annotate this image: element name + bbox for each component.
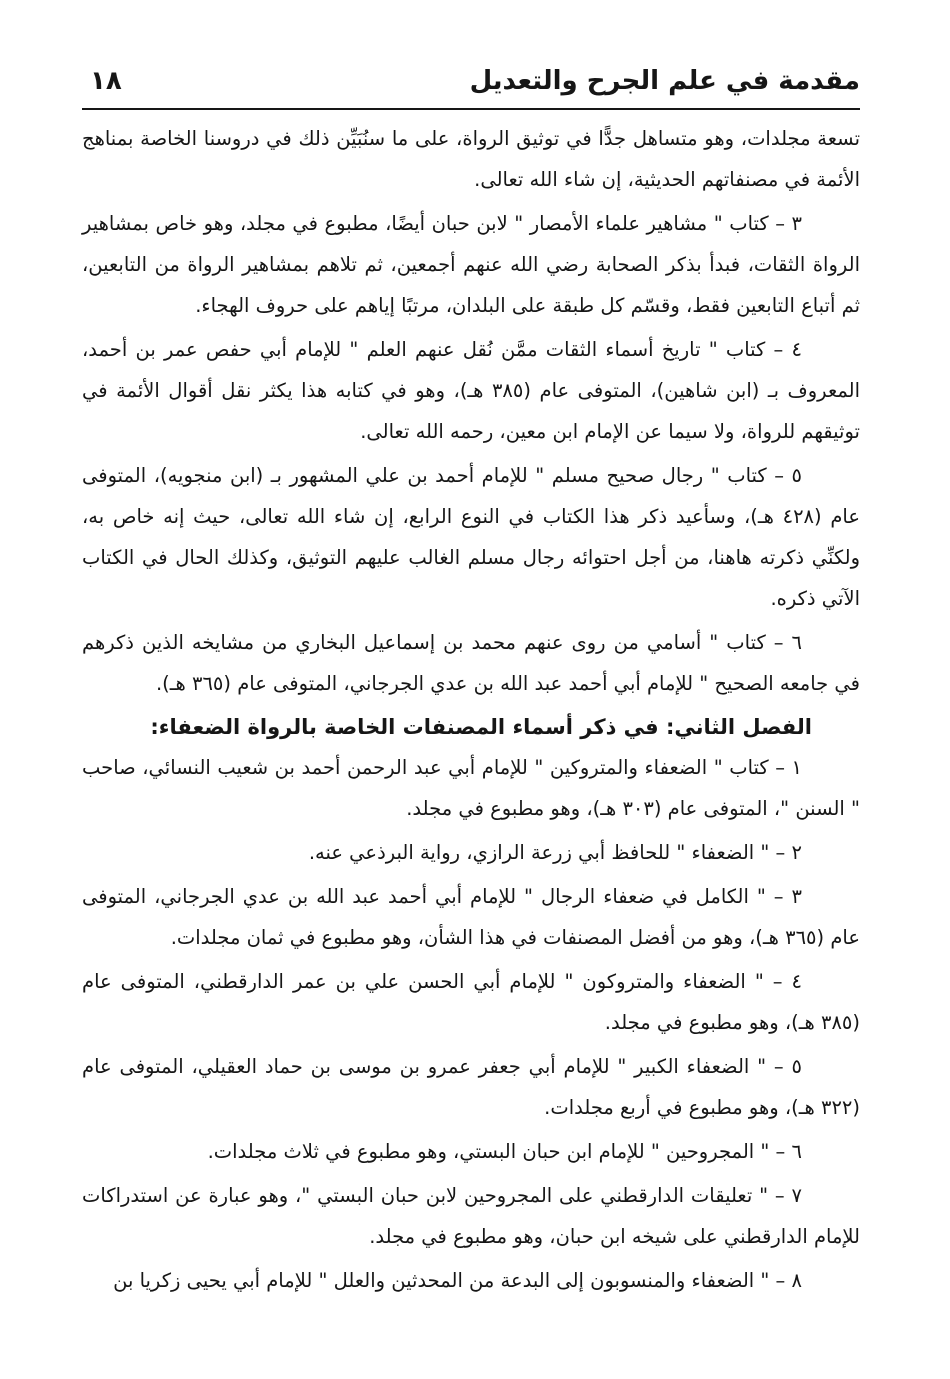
- page-header: [82, 52, 860, 110]
- list-item: ٤ – " الضعفاء والمتروكون " للإمام أبي الحسن علي بن عمر الدارقطني، المتوفى عام (٣٨٥ هـ)، وهو مطبوع في مجلد.: [82, 970, 860, 1034]
- list-item: ٥ – " الضعفاء الكبير " للإمام أبي جعفر عمرو بن موسى بن حماد العقيلي، المتوفى عام (٣٢٢ هـ)، وهو مطبوع في أربع مجلدات.: [82, 1055, 860, 1119]
- list-item: ٢ – " الضعفاء " للحافظ أبي زرعة الرازي، رواية البرذعي عنه.: [308, 841, 802, 864]
- section-heading: الفصل الثاني: في ذكر أسماء المصنفات الخاصة بالرواة الضعفاء:: [150, 715, 812, 739]
- list-item: ٣ – " الكامل في ضعفاء الرجال " للإمام أبي أحمد عبد الله بن عدي الجرجاني، المتوفى عام (٣٦٥ هـ)، وهو من أفضل المصنفات في هذا الشأن، وهو مطبوع في ثمان مجلدات.: [82, 885, 860, 949]
- book-page: [82, 52, 860, 1367]
- page-body: [82, 110, 860, 1301]
- list-item: ٥ – كتاب " رجال صحيح مسلم " للإمام أحمد بن علي المشهور بـ (ابن منجويه)، المتوفى عام (٤٢٨ هـ)، وسأعيد ذكر هذا الكتاب في النوع الرابع، إن شاء الله تعالى، حيث إنه خاص به، ولكنِّي ذكرته هاهنا، من أجل احتوائه رجال مسلم الغالب عليهم التوثيق، وكذلك الحال في الكتاب الآتي ذكره.: [82, 464, 860, 610]
- list-item: ١ – كتاب " الضعفاء والمتروكين " للإمام أبي عبد الرحمن أحمد بن شعيب النسائي، صاحب " السنن "، المتوفى عام (٣٠٣ هـ)، وهو مطبوع في مجلد.: [82, 756, 860, 820]
- list-item: ٣ – كتاب " مشاهير علماء الأمصار " لابن حبان أيضًا، مطبوع في مجلد، وهو خاص بمشاهير الرواة الثقات، فبدأ بذكر الصحابة رضي الله عنهم أجمعين، ثم تلاهم بمشاهير الرواة من التابعين، ثم أتباع التابعين فقط، وقسّم كل طبقة على البلدان، مرتبًا إياهم على حروف الهجاء.: [82, 212, 860, 317]
- list-item: ٧ – " تعليقات الدارقطني على المجروحين لابن حبان البستي "، وهو عبارة عن استدراكات للإمام الدارقطني على شيخه ابن حبان، وهو مطبوع في مجلد.: [82, 1184, 860, 1248]
- running-title: مقدمة في علم الجرح والتعديل: [469, 66, 860, 96]
- list-item: ٦ – كتاب " أسامي من روى عنهم محمد بن إسماعيل البخاري من مشايخه الذين ذكرهم في جامعه الصحيح " للإمام أبي أحمد عبد الله بن عدي الجرجاني، المتوفى عام (٣٦٥ هـ).: [82, 631, 860, 695]
- continuation-paragraph: تسعة مجلدات، وهو متساهل جدًّا في توثيق الرواة، على ما سنُبَيِّن ذلك في دروسنا الخاصة بمناهج الأئمة في مصنفاتهم الحديثية، إن شاء الله تعالى.: [82, 127, 860, 191]
- list-item: ٤ – كتاب " تاريخ أسماء الثقات ممَّن نُقل عنهم العلم " للإمام أبي حفص عمر بن أحمد، المعروف بـ (ابن شاهين)، المتوفى عام (٣٨٥ هـ)، وهو في كتابه هذا يكثر نقل أقوال الأئمة في توثيقهم للرواة، ولا سيما عن الإمام ابن معين، رحمه الله تعالى.: [82, 338, 860, 443]
- page-number: ١٨: [90, 66, 122, 96]
- list-item: ٨ – " الضعفاء والمنسوبون إلى البدعة من المحدثين والعلل " للإمام أبي يحيى زكريا بن: [113, 1269, 802, 1292]
- list-item: ٦ – " المجروحين " للإمام ابن حبان البستي، وهو مطبوع في ثلاث مجلدات.: [207, 1140, 802, 1163]
